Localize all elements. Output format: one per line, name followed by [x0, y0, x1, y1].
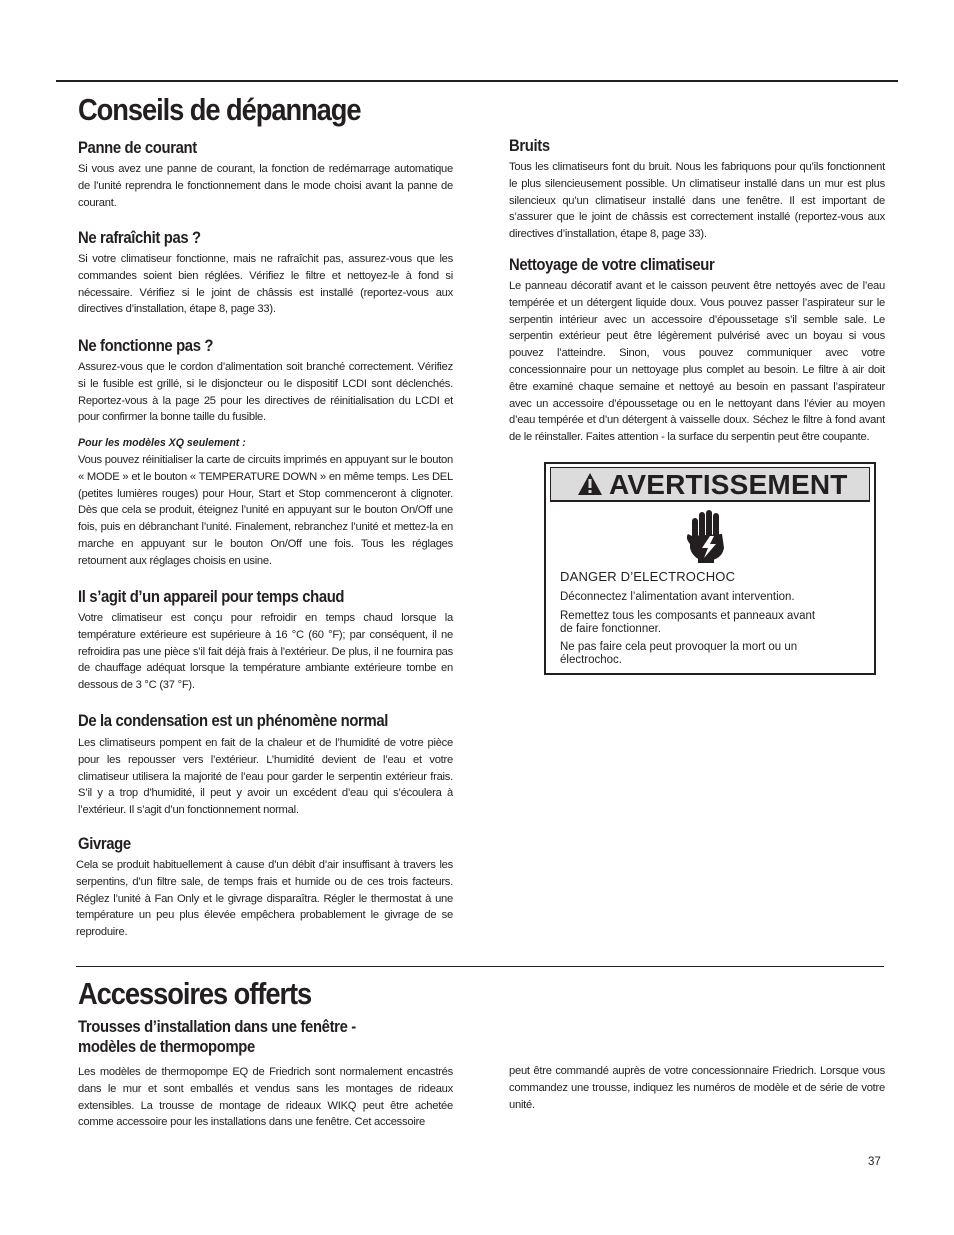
warning-line-1: Déconnectez l’alimentation avant intervention.	[560, 591, 795, 603]
text-noise: Tous les climatiseurs font du bruit. Nous les fabriquons pour qu’ils fonctionnent le plus silencieusement possible. Un climatiseur installé dans un mur est plus silencieux qu’un climatiseur installé dans une fenêtre. Il est important de s’assurer que le joint de châssis est correctement installé (reportez-vous aux directives d’installation, étape 8, page 33).	[509, 161, 885, 241]
warning-line-2: Remettez tous les composants et panneaux avant de faire fonctionner.	[560, 610, 816, 635]
text-cleaning: Le panneau décoratif avant et le caisson peuvent être nettoyés avec de l’eau tempérée et un détergent liquide doux. Vous pouvez passer l’aspirateur sur le serpentin intérieur avec un accessoire d’époussetage s’il semble sale. Le serpentin extérieur peut être légèrement pulvérisé avec un boyau si vous pouvez l’atteindre. Sinon, vous pouvez communiquer avec votre concessionnaire pour un nettoyage plus complet au besoin. Le filtre à air doit être examiné chaque semaine et nettoyé au besoin en passant l’aspirateur avec un accessoire d’époussetage ou en le nettoyant dans l’évier au moyen d’eau tempérée et d’un détergent à vaisselle doux. Séchez le filtre à fond avant de le réinstaller. Faites attention - la surface du serpentin peut être coupante.	[509, 280, 885, 444]
text-icing: Cela se produit habituellement à cause d’un débit d’air insuffisant à travers les serpentins, d’un filtre sale, de temps frais et humide ou de ces trois facteurs. Réglez l’unité à Fan Only et le givrage disparaîtra. Régler le thermostat à une température un peu plus élevée empêchera probablement le givrage de se reproduire.	[76, 859, 453, 939]
heading-not-running: Ne fonctionne pas ?	[78, 337, 214, 355]
section-rule	[76, 966, 884, 967]
text-not-running: Assurez-vous que le cordon d’alimentation soit branché correctement. Vérifiez si le fusible est grillé, si le disjoncteur ou le dispositif LCDI sont déclenchés. Reportez-vous à la page 25 pour les directives de réinitialisation du LCDI et pour confirmer la bonne taille du fusible.	[78, 361, 453, 424]
note-xq-models: Pour les modèles XQ seulement :	[78, 437, 246, 449]
text-window-kits-left: Les modèles de thermopompe EQ de Friedrich sont normalement encastrés dans le mur et sont emballés et vendus sans les montages de rideaux extensibles. La trousse de montage de rideaux WIKQ peut être achetée comme accessoire pour les installations dans une fenêtre. Cet accessoire	[78, 1066, 453, 1129]
text-not-cooling: Si votre climatiseur fonctionne, mais ne rafraîchit pas, assurez-vous que les commandes soient bien réglées. Vérifiez le filtre et nettoyez-le à fond si nécessaire. Vérifiez si le joint de châssis est installé (reportez-vous aux directives d’installation, étape 8, page 33).	[78, 253, 453, 316]
heading-noise: Bruits	[509, 137, 550, 155]
heading-condensation: De la condensation est un phénomène normal	[78, 712, 388, 730]
top-rule	[56, 80, 898, 82]
warning-header	[550, 467, 870, 501]
warning-box	[544, 462, 876, 675]
heading-icing: Givrage	[78, 835, 131, 853]
electric-shock-hand-icon	[684, 508, 730, 569]
warning-separator	[550, 501, 870, 502]
text-window-kits-right: peut être commandé auprès de votre concessionnaire Friedrich. Lorsque vous commandez une trousse, indiquez les numéros de modèle et de série de votre unité.	[509, 1065, 885, 1111]
warning-triangle-icon	[577, 472, 603, 501]
text-xq-models: Vous pouvez réinitialiser la carte de circuits imprimés en appuyant sur le bouton « MODE » et le bouton « TEMPERATURE DOWN » en même temps. Les DEL (petites lumières rouges) pour Hour, Start et Stop commenceront à clignoter. Dès que cela se produit, éteignez l’unité en appuyant sur le bouton On/Off une fois, puis en débranchant l’unité. Finalement, rebranchez l’unité et mettez-la en marche en appuyant sur le bouton On/Off une fois. Tous les réglages retournent aux réglages choisis en usine.	[78, 454, 453, 567]
warning-danger-label: DANGER D’ELECTROCHOC	[560, 569, 736, 584]
text-condensation: Les climatiseurs pompent en fait de la chaleur et de l’humidité de votre pièce pour les repousser vers l’extérieur. L’humidité devient de l’eau et votre climatiseur utilisera la majorité de l’eau pour garder le serpentin extérieur frais. S’il y a trop d’humidité, il peut y avoir un excédent d’eau qui s’écoulera à l’extérieur. Il s’agit d’un fonctionnement normal.	[78, 737, 453, 817]
page-number: 37	[868, 1156, 881, 1168]
section-title-accessories: Accessoires offerts	[78, 976, 312, 1011]
heading-cleaning: Nettoyage de votre climatiseur	[509, 256, 715, 274]
heading-not-cooling: Ne rafraîchit pas ?	[78, 229, 201, 247]
heading-power-outage: Panne de courant	[78, 139, 197, 157]
warning-line-3: Ne pas faire cela peut provoquer la mort ou un électrochoc.	[560, 641, 798, 666]
section-title-troubleshooting: Conseils de dépannage	[78, 92, 361, 127]
heading-window-kits: Trousses d’installation dans une fenêtre - modèles de thermopompe	[78, 1018, 356, 1056]
text-hot-weather: Votre climatiseur est conçu pour refroidir en temps chaud lorsque la température extérieure est supérieure à 16 °C (60 °F); par conséquent, il ne refroidira pas une pièce s’il fait déjà frais à l’extérieur. De plus, il ne fournira pas de chauffage adéquat lorsque la température ambiante extérieure tombe en dessous de 3 °C (37 °F).	[78, 612, 453, 692]
text-power-outage: Si vous avez une panne de courant, la fonction de redémarrage automatique de l’unité reprendra le fonctionnement dans le mode choisi avant la panne de courant.	[78, 163, 453, 209]
warning-title: AVERTISSEMENT	[609, 469, 848, 500]
heading-hot-weather: Il s’agit d’un appareil pour temps chaud	[78, 588, 345, 606]
